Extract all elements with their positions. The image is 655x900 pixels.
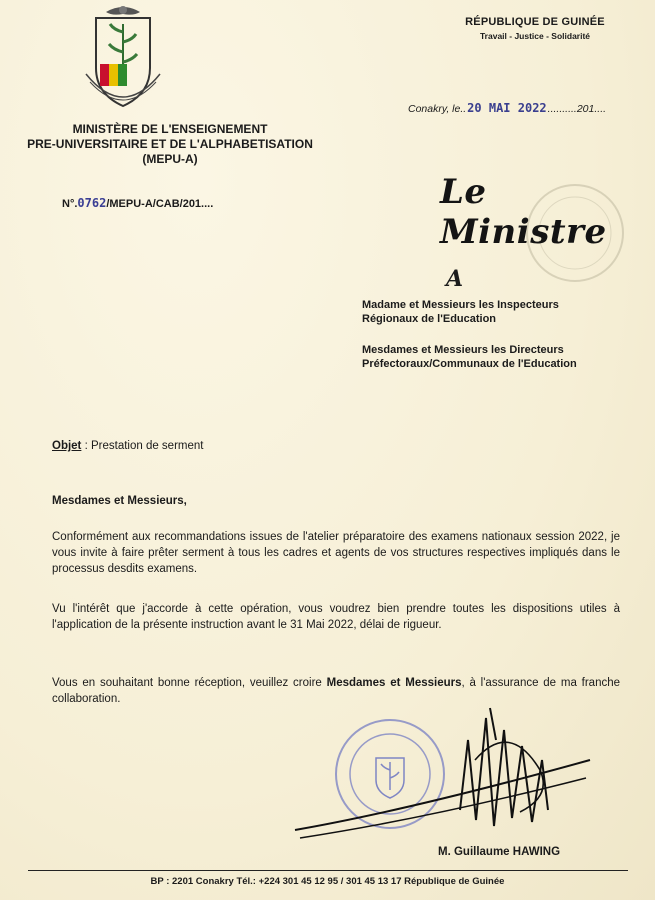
dateline-suffix: 201 (576, 103, 595, 115)
footer-contact: BP : 2201 Conakry Tél.: +224 301 45 12 95 / 301 45 13 17 République de Guinée (150, 876, 505, 887)
recipient-inspecteurs (362, 298, 622, 326)
dateline: Conakry, le..20 MAI 2022..........201.... (408, 101, 607, 115)
subject-label: Objet (52, 440, 82, 452)
guinea-coat-of-arms-emblem (76, 2, 170, 114)
paragraph-3-start: Vous en souhaitant bonne réception, veuillez croire (52, 677, 327, 689)
minister-title: Le Ministre (440, 172, 607, 252)
recipient-1-line-1: Madame et Messieurs les Inspecteurs (362, 299, 559, 311)
salutation: Mesdames et Messieurs, (52, 495, 187, 507)
subject-text: : Prestation de serment (81, 440, 204, 452)
signatory-name: M. Guillaume HAWING (438, 846, 561, 858)
footer-divider (28, 870, 628, 871)
handwritten-signature (290, 700, 600, 850)
reference-suffix: /MEPU-A/CAB/201.... (106, 198, 214, 210)
ministry-line-3: (MEPU-A) (142, 152, 198, 166)
ministry-header (20, 122, 320, 167)
national-motto: Travail - Justice - Solidarité (479, 31, 591, 41)
paragraph-3-end: , à l'assurance de ma franche collaboration. (52, 677, 621, 705)
addressee-a-mark: A (446, 266, 464, 292)
paragraph-3-bold: Mesdames et Messieurs (326, 677, 462, 689)
ministry-line-1: MINISTÈRE DE L'ENSEIGNEMENT (72, 122, 268, 136)
ministry-line-2: PRE-UNIVERSITAIRE ET DE L'ALPHABETISATION (27, 137, 313, 151)
dateline-prefix: Conakry, le (408, 103, 461, 115)
reference-handwritten-number: 0762 (77, 196, 107, 210)
reference-prefix: N°. (62, 198, 78, 210)
subject-line (52, 440, 203, 452)
republic-name: RÉPUBLIQUE DE GUINÉE (465, 16, 605, 28)
date-stamp: 20 MAI 2022 (467, 101, 547, 115)
body-paragraph-2: Vu l'intérêt que j'accorde à cette opération, vous voudrez bien prendre toutes les dispositions utiles à l'application de la présente instruction avant le 31 Mai 2022, délai de rigueur. (52, 603, 620, 631)
body-paragraph-1: Conformément aux recommandations issues de l'atelier préparatoire des examens nationaux session 2022, je vous invite à faire prêter serment à tous les cadres et agents de vos structures respectives impliqués dans le processus desdits examens. (52, 531, 620, 575)
recipient-2-line-2: Préfectoraux/Communaux de l'Education (362, 358, 577, 370)
recipient-directeurs (362, 343, 622, 371)
reference-number (62, 196, 213, 210)
recipient-2-line-1: Mesdames et Messieurs les Directeurs (362, 344, 564, 356)
recipient-1-line-2: Régionaux de l'Education (362, 313, 497, 325)
